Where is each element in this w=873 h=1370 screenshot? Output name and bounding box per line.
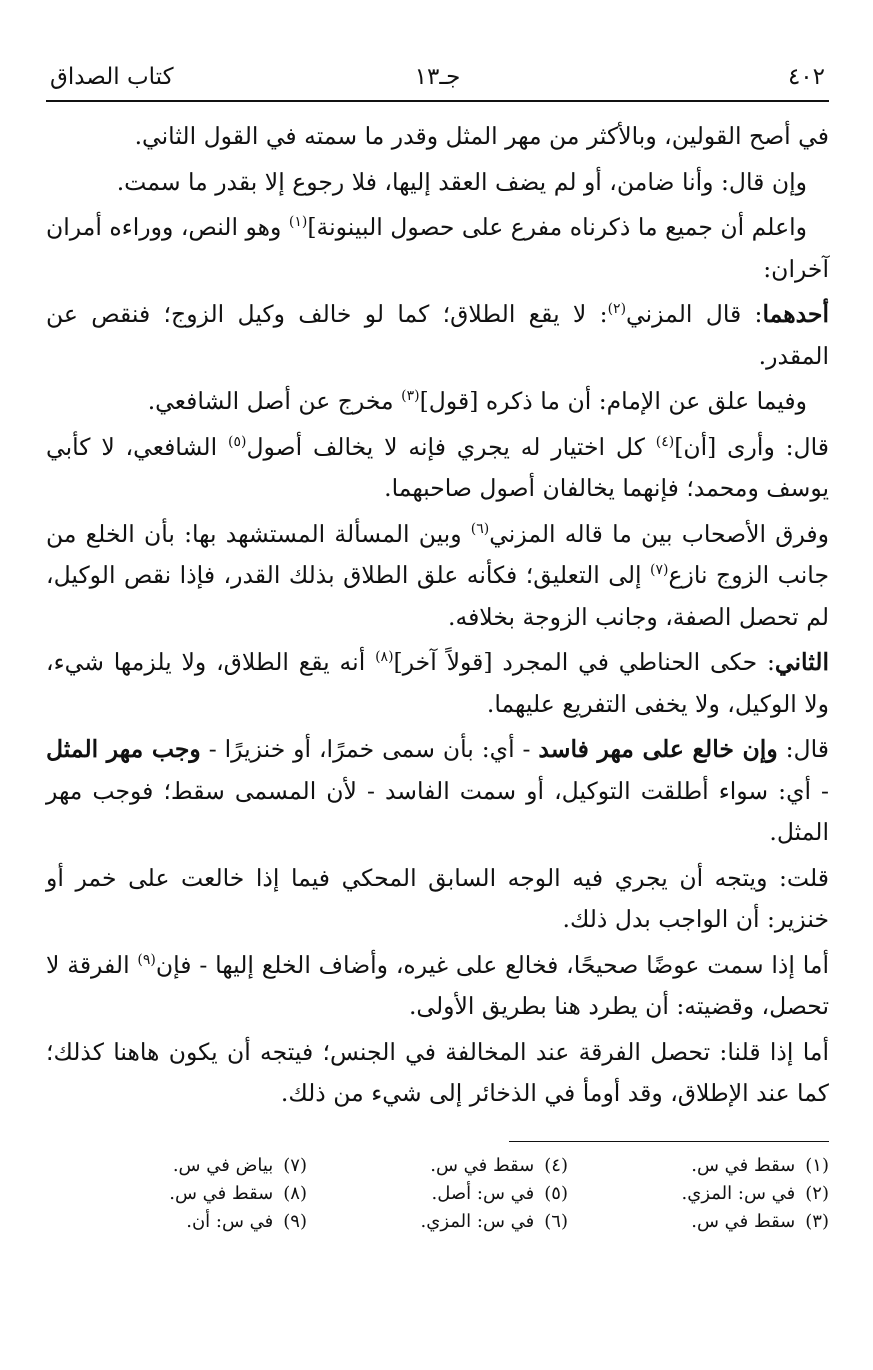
footnote bbox=[568, 1180, 829, 1208]
footnote-number: (٥) bbox=[544, 1182, 568, 1204]
footnote-text: بياض في س. bbox=[172, 1154, 274, 1176]
volume-label: جـ١٣ bbox=[414, 64, 461, 90]
paragraph bbox=[46, 514, 829, 639]
text-run: قلت: ويتجه أن يجري فيه الوجه السابق المحكي فيما إذا خالعت على خمر أو خنزير: أن الواجب بدل ذلك. bbox=[46, 863, 829, 933]
book-title: كتاب الصداق bbox=[50, 64, 174, 90]
footnote bbox=[568, 1208, 829, 1236]
text-run: وهو النص، ووراءه أمران آخران: bbox=[46, 213, 829, 283]
footnote-number: (٦) bbox=[544, 1210, 568, 1232]
footnote-ref: (٢) bbox=[607, 301, 627, 318]
text-run: : قال المزني bbox=[626, 300, 763, 328]
footnote-ref: (٩) bbox=[137, 951, 156, 968]
paragraph bbox=[46, 116, 829, 158]
footnote bbox=[46, 1208, 307, 1236]
paragraph bbox=[46, 381, 829, 423]
footnote bbox=[46, 1152, 307, 1180]
text-run: وفرق الأصحاب بين ما قاله المزني bbox=[489, 519, 830, 548]
footnote-number: (٩) bbox=[283, 1210, 307, 1232]
footnote-ref: (٥) bbox=[227, 433, 247, 450]
text-run: - أي: سواء أطلقت التوكيل، أو سمت الفاسد - لأن المسمى سقط؛ فوجب مهر المثل. bbox=[46, 776, 829, 846]
page-number: ٤٠٢ bbox=[787, 64, 825, 90]
footnote-number: (٣) bbox=[805, 1210, 829, 1232]
header-divider bbox=[46, 100, 829, 102]
text-run: وبين المسألة المستشهد بها: بأن الخلع من جانب الزوج نازع bbox=[46, 519, 829, 589]
footnote-text: سقط في س. bbox=[430, 1154, 535, 1176]
text-run: كل اختيار له يجري فإنه لا يخالف أصول bbox=[246, 432, 656, 461]
document-page bbox=[46, 58, 829, 1236]
running-header bbox=[46, 58, 829, 98]
paragraph bbox=[46, 945, 829, 1028]
text-run: إلى التعليق؛ فكأنه علق الطلاق بذلك القدر، فإذا نقص الوكيل، لم تحصل الصفة، وجانب الزوجة بخلافه. bbox=[46, 561, 829, 631]
footnote bbox=[307, 1152, 568, 1180]
bold-text: أحدهما bbox=[762, 300, 829, 328]
text-run: في أصح القولين، وبالأكثر من مهر المثل وقدر ما سمته في القول الثاني. bbox=[134, 122, 829, 150]
text-run: : حكى الحناطي في المجرد [قولاً آخر] bbox=[393, 648, 775, 676]
footnote-ref: (٤) bbox=[655, 433, 675, 450]
text-run: وإن قال: وأنا ضامن، أو لم يضف العقد إليها، فلا رجوع إلا بقدر ما سمت. bbox=[116, 167, 807, 196]
paragraph bbox=[46, 294, 829, 377]
footnote-number: (٢) bbox=[805, 1182, 829, 1204]
paragraph bbox=[46, 1032, 829, 1115]
footnote-number: (٧) bbox=[283, 1154, 307, 1176]
paragraph bbox=[46, 729, 829, 854]
footnote-text: في س: أصل. bbox=[431, 1182, 535, 1204]
text-run: أنه يقع الطلاق، ولا يلزمها شيء، ولا الوكيل، ولا يخفى التفريع عليهما. bbox=[46, 648, 829, 718]
text-run: أما إذا سمت عوضًا صحيحًا، فخالع على غيره، وأضاف الخلع إليها - فإن bbox=[155, 950, 829, 979]
footnote bbox=[568, 1152, 829, 1180]
footnote-text: في س: المزي. bbox=[681, 1182, 796, 1204]
paragraph bbox=[46, 427, 829, 510]
footnote-ref: (٣) bbox=[401, 388, 420, 405]
footnote bbox=[307, 1208, 568, 1236]
paragraph bbox=[46, 642, 829, 725]
text-run: قال: وأرى [أن] bbox=[674, 432, 830, 461]
footnote bbox=[307, 1180, 568, 1208]
body-text bbox=[46, 116, 829, 1115]
paragraph bbox=[46, 207, 829, 290]
footnote-ref: (٦) bbox=[470, 520, 490, 537]
paragraph bbox=[46, 162, 829, 204]
footnote-divider bbox=[509, 1141, 829, 1142]
text-run: أما إذا قلنا: تحصل الفرقة عند المخالفة في الجنس؛ فيتجه أن يكون هاهنا كذلك؛ كما عند الإطلاق، وقد أومأ في الذخائر إلى شيء من ذلك. bbox=[46, 1037, 829, 1107]
paragraph bbox=[46, 858, 829, 941]
footnote-number: (٨) bbox=[283, 1182, 307, 1204]
bold-text: وإن خالع على مهر فاسد bbox=[538, 735, 778, 763]
text-run: الفرقة لا تحصل، وقضيته: أن يطرد هنا بطريق الأولى. bbox=[46, 950, 829, 1020]
bold-text: وجب مهر المثل bbox=[46, 735, 201, 763]
text-run: : لا يقع الطلاق؛ كما لو خالف وكيل الزوج؛ فنقص عن المقدر. bbox=[46, 300, 829, 370]
footnote-text: سقط في س. bbox=[169, 1182, 274, 1204]
footnote-ref: (١) bbox=[288, 214, 308, 231]
footnote bbox=[46, 1180, 307, 1208]
footnote-number: (٤) bbox=[544, 1154, 568, 1176]
text-run: قال: bbox=[777, 735, 830, 763]
footnote-text: في س: المزي. bbox=[420, 1210, 535, 1232]
text-run: واعلم أن جميع ما ذكرناه مفرع على حصول البينونة] bbox=[307, 213, 807, 241]
footnote-ref: (٧) bbox=[650, 562, 669, 579]
footnote-number: (١) bbox=[805, 1154, 829, 1176]
footnote-text: سقط في س. bbox=[691, 1210, 796, 1232]
footnote-text: سقط في س. bbox=[691, 1154, 796, 1176]
text-run: - أي: بأن سمى خمرًا، أو خنزيرًا - bbox=[200, 735, 539, 763]
bold-text: الثاني bbox=[774, 648, 829, 676]
text-run: الشافعي، لا كأبي يوسف ومحمد؛ فإنهما يخالفان أصول صاحبهما. bbox=[46, 432, 829, 502]
footnote-text: في س: أن. bbox=[186, 1210, 274, 1232]
text-run: مخرج عن أصل الشافعي. bbox=[147, 387, 402, 415]
text-run: وفيما علق عن الإمام: أن ما ذكره [قول] bbox=[419, 387, 807, 415]
footnote-ref: (٨) bbox=[375, 649, 394, 666]
footnotes bbox=[46, 1152, 829, 1236]
